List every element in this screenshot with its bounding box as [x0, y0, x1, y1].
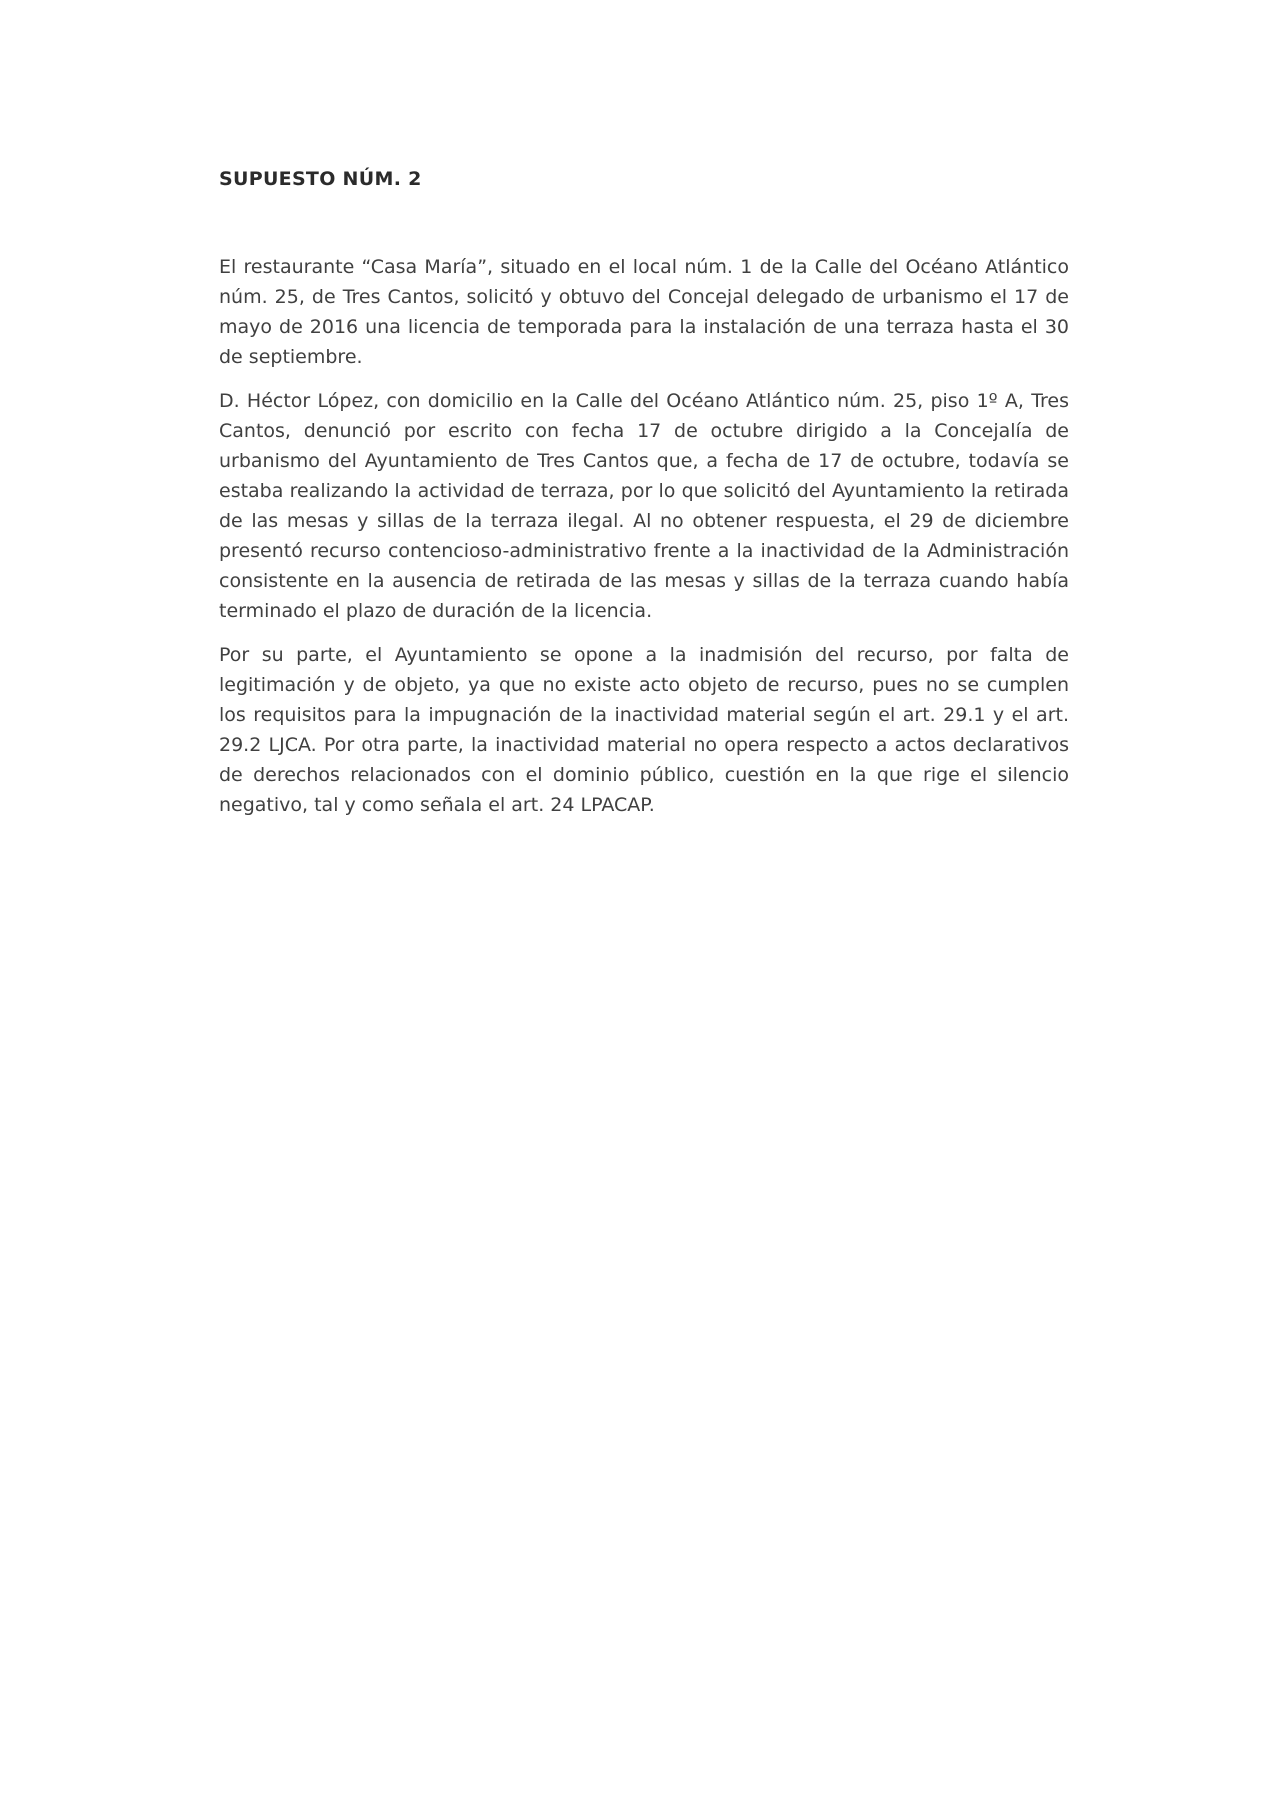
paragraph-1: El restaurante “Casa María”, situado en el local núm. 1 de la Calle del Océano Atlántico núm. 25, de Tres Cantos, solicitó y obtuvo del Concejal delegado de urbanismo el 17 de mayo de 2016 una licencia de temporada para la instalación de una terraza hasta el 30 de septiembre.: [219, 256, 1069, 368]
document-title: SUPUESTO NÚM. 2: [219, 168, 422, 190]
document-body: [219, 164, 1069, 834]
paragraph-3: Por su parte, el Ayuntamiento se opone a la inadmisión del recurso, por falta de legitimación y de objeto, ya que no existe acto objeto de recurso, pues no se cumplen los requisitos para la impugnación de la inactividad material según el art. 29.1 y el art. 29.2 LJCA. Por otra parte, la inactividad material no opera respecto a actos declarativos de derechos relacionados con el dominio público, cuestión en la que rige el silencio negativo, tal y como señala el art. 24 LPACAP.: [219, 644, 1069, 816]
paragraph-2: D. Héctor López, con domicilio en la Calle del Océano Atlántico núm. 25, piso 1º A, Tres Cantos, denunció por escrito con fecha 17 de octubre dirigido a la Concejalía de urbanismo del Ayuntamiento de Tres Cantos que, a fecha de 17 de octubre, todavía se estaba realizando la actividad de terraza, por lo que solicitó del Ayuntamiento la retirada de las mesas y sillas de la terraza ilegal. Al no obtener respuesta, el 29 de diciembre presentó recurso contencioso-administrativo frente a la inactividad de la Administración consistente en la ausencia de retirada de las mesas y sillas de la terraza cuando había terminado el plazo de duración de la licencia.: [219, 390, 1069, 622]
